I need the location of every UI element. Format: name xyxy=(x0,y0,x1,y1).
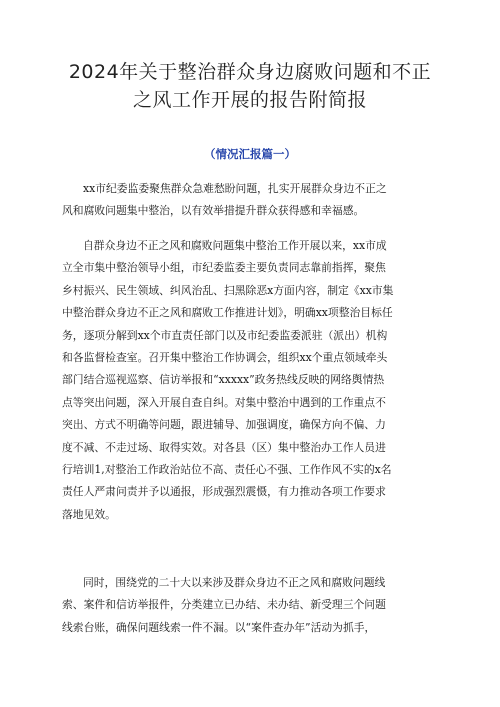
paragraph-line: 度不减、不走过场、取得实效。对各县（区）集中整治办工作人员进 xyxy=(62,440,386,454)
paragraph-line: xx市纪委监委聚焦群众急难愁盼问题，扎实开展群众身边不正之 xyxy=(83,182,387,195)
paragraph-2 xyxy=(62,235,434,526)
paragraph-line: 中整治群众身边不正之风和腐败工作推进计划》，明确xx项整治目标任 xyxy=(62,306,393,320)
paragraph-line: 索、案件和信访举报件，分类建立已办结、未办结、新受理三个问题 xyxy=(62,598,386,612)
paragraph-line: 同时，围绕党的二十大以来涉及群众身边不正之风和腐败问题线 xyxy=(83,576,386,589)
paragraph-line: 责任人严肃问责并予以通报，形成强烈震慑，有力推动各项工作要求 xyxy=(62,485,386,499)
paragraph-line: 点等突出问题，深入开展自查自纠。对集中整治中遇到的工作重点不 xyxy=(62,395,386,409)
paragraph-line: 落地见效。 xyxy=(62,507,116,521)
paragraph-3 xyxy=(62,572,434,639)
paragraph-line: 乡村振兴、民生领域、纠风治乱、扫黑除恶x方面内容，制定《xx市集 xyxy=(62,283,394,297)
document-title xyxy=(60,58,440,114)
paragraph-1 xyxy=(62,178,434,223)
paragraph-line: 行培训1,对整治工作政治站位不高、责任心不强、工作作风不实的x名 xyxy=(62,463,392,477)
paragraph-line: 自群众身边不正之风和腐败问题集中整治工作开展以来，xx市成 xyxy=(83,239,387,252)
paragraph-line: 部门结合巡视巡察、信访举报和“xxxxx”政务热线反映的网络舆情热 xyxy=(62,373,385,387)
paragraph-line: 立全市集中整治领导小组，市纪委监委主要负责同志靠前指挥，聚焦 xyxy=(62,261,386,275)
section-subtitle: （情况汇报篇一） xyxy=(204,147,296,161)
paragraph-line: 突出、方式不明确等问题，跟进辅导、加强调度，确保方向不偏、力 xyxy=(62,418,386,432)
title-line-1: 2024年关于整治群众身边腐败问题和不正 xyxy=(68,61,432,83)
paragraph-line: 和各监督检查室。召开集中整治工作协调会，组织xx个重点领域牵头 xyxy=(62,351,388,365)
paragraph-line: 务，逐项分解到xx个市直责任部门以及市纪委监委派驻（派出）机构 xyxy=(62,328,388,342)
paragraph-line: 线索台账，确保问题线索一件不漏。以“案件查办年”活动为抓手， xyxy=(62,620,376,634)
title-line-2: 之风工作开展的报告附简报 xyxy=(132,89,367,111)
paragraph-line: 风和腐败问题集中整治，以有效举措提升群众获得感和幸福感。 xyxy=(62,204,365,218)
